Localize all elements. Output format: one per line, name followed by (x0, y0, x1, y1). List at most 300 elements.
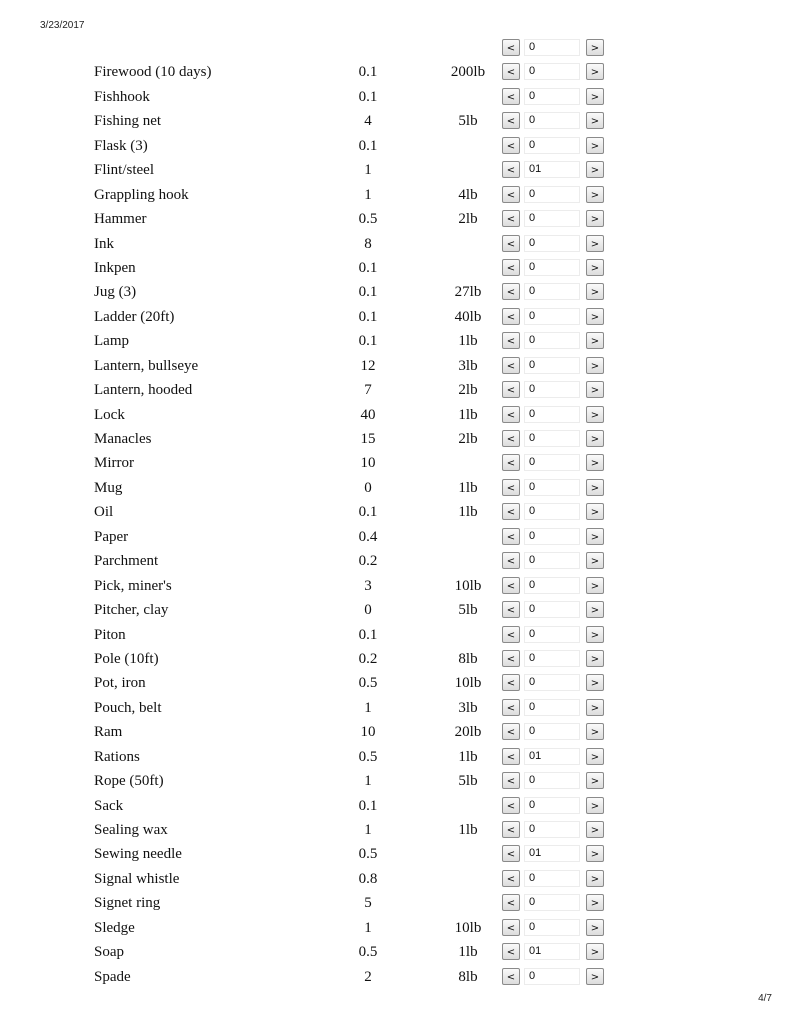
item-row (0, 207, 794, 231)
item-row (0, 671, 794, 695)
item-cost: 0 (364, 602, 372, 619)
item-weight: 8lb (458, 650, 478, 667)
quantity-input[interactable]: 0 (524, 430, 580, 447)
quantity-input[interactable]: 0 (524, 39, 580, 56)
increment-button[interactable]: > (586, 870, 604, 887)
item-name: Flint/steel (94, 162, 154, 179)
quantity-input[interactable]: 0 (524, 894, 580, 911)
item-cost: 0.1 (358, 797, 378, 814)
decrement-button[interactable]: < (502, 821, 520, 838)
page-number: 4/7 (758, 993, 772, 1004)
item-row (0, 476, 794, 500)
item-weight: 1lb (458, 479, 478, 496)
quantity-input[interactable]: 0 (524, 577, 580, 594)
item-weight: 2lb (458, 211, 478, 228)
quantity-input[interactable]: 0 (524, 112, 580, 129)
quantity-stepper (500, 259, 616, 277)
item-row (0, 867, 794, 891)
quantity-input[interactable]: 0 (524, 357, 580, 374)
item-cost: 0.1 (358, 504, 378, 521)
increment-button[interactable]: > (586, 968, 604, 985)
quantity-input[interactable]: 0 (524, 528, 580, 545)
item-name: Parchment (94, 553, 159, 570)
item-name: Oil (94, 504, 114, 521)
item-weight: 40lb (454, 308, 482, 325)
quantity-stepper (500, 797, 616, 815)
quantity-input[interactable]: 01 (524, 161, 580, 178)
item-row (0, 183, 794, 207)
item-cost: 10 (360, 455, 376, 472)
quantity-stepper (500, 772, 616, 790)
item-name: Rations (94, 748, 140, 765)
quantity-stepper (500, 39, 616, 57)
increment-button[interactable]: > (586, 430, 604, 447)
item-weight: 2lb (458, 382, 478, 399)
decrement-button[interactable]: < (502, 601, 520, 618)
increment-button[interactable]: > (586, 821, 604, 838)
item-name: Ram (94, 724, 123, 741)
item-name: Signet ring (94, 895, 161, 912)
item-cost: 1 (364, 822, 372, 838)
decrement-button[interactable]: < (502, 283, 520, 300)
item-row (0, 427, 794, 451)
item-name: Manacles (94, 431, 152, 447)
item-name: Soap (94, 944, 124, 961)
item-cost: 0.5 (358, 846, 378, 863)
item-weight: 5lb (458, 113, 478, 130)
item-name: Lantern, hooded (94, 382, 193, 399)
quantity-input[interactable]: 0 (524, 772, 580, 789)
item-row (0, 232, 794, 256)
item-cost: 1 (364, 186, 372, 203)
item-row (0, 965, 794, 989)
item-weight: 10lb (454, 577, 482, 594)
increment-button[interactable]: > (586, 528, 604, 545)
decrement-button[interactable]: < (502, 186, 520, 203)
item-name: Pick, miner's (94, 577, 172, 594)
decrement-button[interactable]: < (502, 968, 520, 985)
increment-button[interactable]: > (586, 186, 604, 203)
quantity-stepper (500, 454, 616, 472)
decrement-button[interactable]: < (502, 406, 520, 423)
decrement-button[interactable]: < (502, 430, 520, 447)
item-name: Sledge (94, 919, 135, 936)
quantity-stepper (500, 968, 616, 986)
item-name: Hammer (94, 211, 147, 228)
decrement-button[interactable]: < (502, 161, 520, 178)
increment-button[interactable]: > (586, 577, 604, 594)
equipment-list (0, 36, 794, 989)
item-name: Sealing wax (94, 822, 168, 838)
item-row (0, 842, 794, 866)
item-row (0, 696, 794, 720)
quantity-input[interactable]: 0 (524, 88, 580, 105)
decrement-button[interactable]: < (502, 210, 520, 227)
item-row (0, 256, 794, 280)
decrement-button[interactable]: < (502, 552, 520, 569)
quantity-stepper (500, 894, 616, 912)
item-weight: 1lb (458, 333, 478, 350)
decrement-button[interactable]: < (502, 332, 520, 349)
increment-button[interactable]: > (586, 479, 604, 496)
item-name: Rope (50ft) (94, 773, 164, 790)
increment-button[interactable]: > (586, 748, 604, 765)
item-name: Sack (94, 797, 124, 814)
item-row (0, 745, 794, 769)
item-weight: 5lb (458, 602, 478, 619)
item-weight: 200lb (450, 64, 486, 81)
item-cost: 0.1 (358, 259, 378, 276)
quantity-stepper (500, 748, 616, 766)
quantity-input[interactable]: 0 (524, 259, 580, 276)
quantity-input[interactable]: 0 (524, 968, 580, 985)
increment-button[interactable]: > (586, 943, 604, 960)
decrement-button[interactable]: < (502, 454, 520, 471)
decrement-button[interactable]: < (502, 503, 520, 520)
quantity-stepper (500, 161, 616, 179)
item-row (0, 158, 794, 182)
quantity-input[interactable]: 0 (524, 674, 580, 691)
item-cost: 10 (360, 724, 376, 741)
item-cost: 5 (364, 895, 372, 912)
quantity-input[interactable]: 0 (524, 552, 580, 569)
quantity-input[interactable]: 0 (524, 601, 580, 618)
item-cost: 0.8 (358, 870, 378, 887)
item-name: Lantern, bullseye (94, 357, 199, 374)
item-weight: 8lb (458, 968, 478, 985)
quantity-stepper (500, 870, 616, 888)
item-row (0, 720, 794, 744)
quantity-input[interactable]: 0 (524, 63, 580, 80)
item-name: Flask (3) (94, 137, 148, 154)
increment-button[interactable]: > (586, 88, 604, 105)
quantity-stepper (500, 821, 616, 839)
quantity-stepper (500, 332, 616, 350)
quantity-input[interactable]: 0 (524, 626, 580, 643)
increment-button[interactable]: > (586, 39, 604, 56)
decrement-button[interactable]: < (502, 797, 520, 814)
item-cost: 0.2 (358, 553, 378, 570)
item-name: Pole (10ft) (94, 650, 159, 667)
quantity-stepper (500, 723, 616, 741)
quantity-stepper (500, 235, 616, 253)
quantity-input[interactable]: 0 (524, 235, 580, 252)
item-row (0, 549, 794, 573)
quantity-stepper (500, 112, 616, 130)
item-cost: 15 (360, 431, 376, 447)
item-row (0, 818, 794, 842)
quantity-input[interactable]: 0 (524, 406, 580, 423)
increment-button[interactable]: > (586, 797, 604, 814)
decrement-button[interactable]: < (502, 870, 520, 887)
item-weight: 1lb (458, 406, 478, 423)
increment-button[interactable]: > (586, 259, 604, 276)
quantity-stepper (500, 137, 616, 155)
top-stepper-row (0, 36, 794, 60)
decrement-button[interactable]: < (502, 845, 520, 862)
item-weight: 4lb (458, 186, 478, 203)
item-weight: 1lb (458, 822, 478, 838)
quantity-input[interactable]: 0 (524, 699, 580, 716)
decrement-button[interactable]: < (502, 259, 520, 276)
item-row (0, 891, 794, 915)
item-weight: 27lb (454, 284, 482, 301)
quantity-input[interactable]: 0 (524, 283, 580, 300)
decrement-button[interactable]: < (502, 357, 520, 374)
quantity-stepper (500, 63, 616, 81)
quantity-stepper (500, 919, 616, 937)
item-weight: 10lb (454, 919, 482, 936)
decrement-button[interactable]: < (502, 674, 520, 691)
quantity-stepper (500, 626, 616, 644)
quantity-stepper (500, 479, 616, 497)
decrement-button[interactable]: < (502, 577, 520, 594)
item-name: Ladder (20ft) (94, 308, 175, 325)
item-row (0, 329, 794, 353)
item-cost: 2 (364, 968, 372, 985)
quantity-input[interactable]: 0 (524, 210, 580, 227)
item-rows (0, 60, 794, 989)
quantity-stepper (500, 210, 616, 228)
increment-button[interactable]: > (586, 406, 604, 423)
increment-button[interactable]: > (586, 210, 604, 227)
quantity-input[interactable]: 0 (524, 332, 580, 349)
item-weight: 1lb (458, 504, 478, 521)
increment-button[interactable]: > (586, 454, 604, 471)
item-cost: 1 (364, 699, 372, 716)
increment-button[interactable]: > (586, 772, 604, 789)
decrement-button[interactable]: < (502, 894, 520, 911)
item-weight: 2lb (458, 431, 478, 447)
item-name: Mug (94, 479, 123, 496)
decrement-button[interactable]: < (502, 308, 520, 325)
item-name: Jug (3) (94, 284, 137, 301)
item-name: Pot, iron (94, 675, 146, 692)
item-row (0, 500, 794, 524)
item-row (0, 623, 794, 647)
quantity-stepper (500, 283, 616, 301)
item-row (0, 451, 794, 475)
increment-button[interactable]: > (586, 112, 604, 129)
item-cost: 0.5 (358, 675, 378, 692)
quantity-input[interactable]: 0 (524, 479, 580, 496)
decrement-button[interactable]: < (502, 723, 520, 740)
item-name: Sewing needle (94, 846, 182, 863)
item-cost: 0.2 (358, 650, 378, 667)
quantity-input[interactable]: 01 (524, 943, 580, 960)
item-name: Piton (94, 626, 126, 643)
increment-button[interactable]: > (586, 723, 604, 740)
quantity-stepper (500, 186, 616, 204)
quantity-stepper (500, 308, 616, 326)
quantity-input[interactable]: 01 (524, 748, 580, 765)
item-cost: 0.5 (358, 748, 378, 765)
item-weight: 1lb (458, 748, 478, 765)
quantity-stepper (500, 381, 616, 399)
increment-button[interactable]: > (586, 674, 604, 691)
quantity-input[interactable]: 0 (524, 186, 580, 203)
item-name: Inkpen (94, 259, 136, 276)
item-name: Paper (94, 528, 129, 545)
item-cost: 0.5 (358, 211, 378, 228)
item-name: Fishhook (94, 88, 150, 105)
increment-button[interactable]: > (586, 626, 604, 643)
item-name: Pitcher, clay (94, 602, 169, 619)
item-cost: 0.5 (358, 944, 378, 961)
increment-button[interactable]: > (586, 601, 604, 618)
increment-button[interactable]: > (586, 503, 604, 520)
decrement-button[interactable]: < (502, 748, 520, 765)
item-weight: 3lb (458, 699, 478, 716)
item-cost: 0.4 (358, 528, 378, 545)
item-row (0, 354, 794, 378)
increment-button[interactable]: > (586, 552, 604, 569)
increment-button[interactable]: > (586, 235, 604, 252)
increment-button[interactable]: > (586, 161, 604, 178)
quantity-input[interactable]: 0 (524, 308, 580, 325)
item-row (0, 280, 794, 304)
quantity-input[interactable]: 0 (524, 797, 580, 814)
quantity-input[interactable]: 0 (524, 137, 580, 154)
decrement-button[interactable]: < (502, 772, 520, 789)
quantity-input[interactable]: 0 (524, 454, 580, 471)
item-row (0, 403, 794, 427)
quantity-stepper (500, 674, 616, 692)
item-cost: 4 (364, 113, 372, 130)
decrement-button[interactable]: < (502, 626, 520, 643)
increment-button[interactable]: > (586, 283, 604, 300)
item-row (0, 574, 794, 598)
quantity-stepper (500, 577, 616, 595)
quantity-input[interactable]: 0 (524, 503, 580, 520)
item-row (0, 305, 794, 329)
item-cost: 1 (364, 773, 372, 790)
quantity-stepper (500, 430, 616, 448)
item-row (0, 598, 794, 622)
item-cost: 0.1 (358, 64, 378, 81)
item-name: Firewood (10 days) (94, 64, 212, 81)
decrement-button[interactable]: < (502, 88, 520, 105)
quantity-stepper (500, 528, 616, 546)
item-cost: 0.1 (358, 88, 378, 105)
item-weight: 3lb (458, 357, 478, 374)
quantity-stepper (500, 699, 616, 717)
item-cost: 0.1 (358, 333, 378, 350)
quantity-stepper (500, 406, 616, 424)
decrement-button[interactable]: < (502, 63, 520, 80)
item-row (0, 940, 794, 964)
quantity-input[interactable]: 0 (524, 919, 580, 936)
quantity-stepper (500, 503, 616, 521)
item-row (0, 794, 794, 818)
quantity-input[interactable]: 0 (524, 650, 580, 667)
item-weight: 5lb (458, 773, 478, 790)
item-cost: 0.1 (358, 137, 378, 154)
increment-button[interactable]: > (586, 699, 604, 716)
increment-button[interactable]: > (586, 357, 604, 374)
item-row (0, 769, 794, 793)
item-cost: 40 (360, 406, 376, 423)
quantity-input[interactable]: 0 (524, 723, 580, 740)
item-weight: 1lb (458, 944, 478, 961)
decrement-button[interactable]: < (502, 919, 520, 936)
increment-button[interactable]: > (586, 919, 604, 936)
item-row (0, 109, 794, 133)
item-row (0, 60, 794, 84)
quantity-stepper (500, 943, 616, 961)
decrement-button[interactable]: < (502, 528, 520, 545)
item-cost: 7 (364, 382, 372, 399)
increment-button[interactable]: > (586, 381, 604, 398)
item-row (0, 916, 794, 940)
item-row (0, 378, 794, 402)
quantity-input[interactable]: 0 (524, 381, 580, 398)
print-date: 3/23/2017 (40, 20, 85, 31)
quantity-stepper (500, 601, 616, 619)
quantity-input[interactable]: 01 (524, 845, 580, 862)
item-weight: 20lb (454, 724, 482, 741)
quantity-stepper (500, 357, 616, 375)
quantity-stepper (500, 88, 616, 106)
item-cost: 0.1 (358, 308, 378, 325)
item-row (0, 134, 794, 158)
item-name: Pouch, belt (94, 699, 162, 716)
decrement-button[interactable]: < (502, 479, 520, 496)
decrement-button[interactable]: < (502, 381, 520, 398)
item-row (0, 85, 794, 109)
item-cost: 3 (364, 577, 372, 594)
increment-button[interactable]: > (586, 332, 604, 349)
decrement-button[interactable]: < (502, 235, 520, 252)
quantity-stepper (500, 552, 616, 570)
item-cost: 8 (364, 235, 372, 252)
item-row (0, 647, 794, 671)
item-name: Lock (94, 406, 125, 423)
item-name: Spade (94, 968, 131, 985)
increment-button[interactable]: > (586, 308, 604, 325)
quantity-input[interactable]: 0 (524, 870, 580, 887)
item-name: Lamp (94, 333, 129, 350)
quantity-stepper (500, 650, 616, 668)
item-row (0, 525, 794, 549)
increment-button[interactable]: > (586, 63, 604, 80)
item-name: Grappling hook (94, 186, 189, 203)
item-cost: 12 (360, 357, 376, 374)
decrement-button[interactable]: < (502, 137, 520, 154)
decrement-button[interactable]: < (502, 699, 520, 716)
decrement-button[interactable]: < (502, 112, 520, 129)
item-cost: 0 (364, 479, 372, 496)
increment-button[interactable]: > (586, 137, 604, 154)
quantity-stepper (500, 845, 616, 863)
item-cost: 1 (364, 162, 372, 179)
quantity-input[interactable]: 0 (524, 821, 580, 838)
decrement-button[interactable]: < (502, 650, 520, 667)
increment-button[interactable]: > (586, 845, 604, 862)
decrement-button[interactable]: < (502, 943, 520, 960)
item-cost: 1 (364, 919, 372, 936)
item-cost: 0.1 (358, 284, 378, 301)
decrement-button[interactable]: < (502, 39, 520, 56)
increment-button[interactable]: > (586, 894, 604, 911)
item-name: Signal whistle (94, 870, 180, 887)
item-weight: 10lb (454, 675, 482, 692)
item-name: Mirror (94, 455, 134, 472)
item-name: Fishing net (94, 113, 162, 130)
item-name: Ink (94, 235, 114, 252)
item-cost: 0.1 (358, 626, 378, 643)
increment-button[interactable]: > (586, 650, 604, 667)
